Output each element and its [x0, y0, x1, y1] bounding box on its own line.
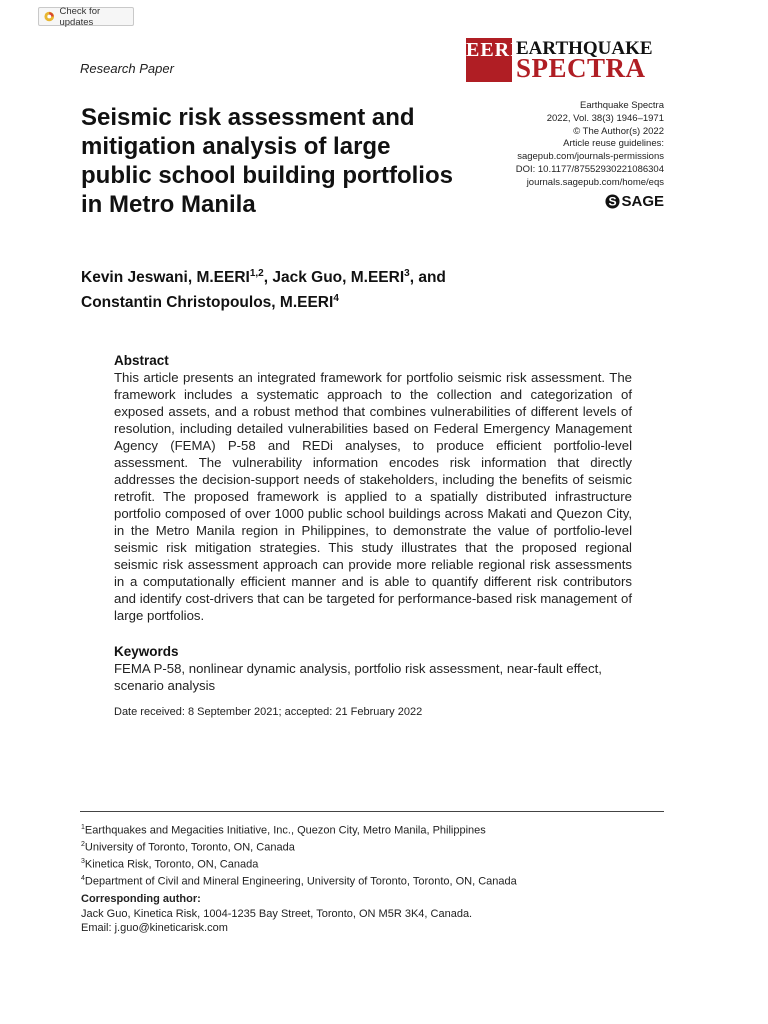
- sage-icon: [605, 194, 620, 209]
- corresponding-email[interactable]: Email: j.guo@kineticarisk.com: [81, 922, 228, 934]
- meta-volume: 2022, Vol. 38(3) 1946–1971: [546, 112, 664, 124]
- affiliation-number: 3: [81, 858, 85, 866]
- journal-metadata: [516, 100, 664, 190]
- eeri-mark: EERI: [466, 38, 512, 82]
- affiliation-item: [81, 855, 517, 872]
- affiliation-item: [81, 838, 517, 855]
- journal-logo: [466, 38, 666, 82]
- meta-copyright: © The Author(s) 2022: [573, 125, 664, 137]
- affiliation-text: University of Toronto, Toronto, ON, Canada: [84, 841, 295, 854]
- corresponding-author: [81, 892, 472, 936]
- sage-logo: [605, 193, 664, 210]
- abstract-heading: Abstract: [114, 353, 169, 368]
- affiliation-item: [81, 821, 517, 838]
- meta-reuse: Article reuse guidelines:: [563, 138, 664, 150]
- meta-permissions-link[interactable]: sagepub.com/journals-permissions: [517, 151, 664, 163]
- keywords-text: FEMA P-58, nonlinear dynamic analysis, portfolio risk assessment, near-fault effect, scenario analysis: [114, 661, 602, 693]
- meta-journal: Earthquake Spectra: [580, 100, 664, 111]
- affiliation-number: 2: [81, 841, 85, 849]
- author-list: [81, 263, 446, 313]
- affiliation-number: 4: [81, 875, 85, 883]
- check-updates-icon: [44, 11, 54, 22]
- keywords-section: [114, 643, 634, 694]
- sage-label: SAGE: [621, 193, 664, 210]
- author-3-affil: 4: [333, 293, 339, 305]
- affiliation-item: [81, 872, 517, 889]
- affiliation-text: Earthquakes and Megacities Initiative, Inc., Quezon City, Metro Manila, Philippines: [84, 824, 486, 837]
- logo-word-earthquake: EARTHQUAKE: [516, 38, 653, 59]
- affiliation-number: 1: [81, 824, 85, 831]
- check-for-updates-label: Check for updates: [59, 5, 101, 28]
- affiliation-text: Department of Civil and Mineral Engineering, University of Toronto, Toronto, ON, Canada: [84, 876, 517, 889]
- abstract-section: [114, 352, 632, 624]
- author-2[interactable]: , Jack Guo, M.EERI: [263, 269, 405, 287]
- meta-doi-link[interactable]: DOI: 10.1177/87552930221086304: [515, 163, 664, 175]
- affiliation-text: Kinetica Risk, Toronto, ON, Canada: [84, 858, 259, 871]
- received-dates: Date received: 8 September 2021; accepted: 21 February 2022: [114, 706, 423, 718]
- svg-text:S: S: [608, 194, 618, 209]
- check-for-updates-button[interactable]: [38, 7, 134, 26]
- corresponding-address: Jack Guo, Kinetica Risk, 1004-1235 Bay Street, Toronto, ON M5R 3K4, Canada.: [81, 907, 473, 920]
- footnote-divider: [80, 811, 664, 812]
- author-joiner: , and: [409, 269, 446, 287]
- paper-title: Seismic risk assessment and mitigation analysis of large public school building portfolios in Metro Manila: [81, 104, 453, 218]
- logo-word-spectra: SPECTRA: [516, 53, 646, 83]
- author-1[interactable]: Kevin Jeswani, M.EERI: [81, 269, 250, 287]
- affiliations: [81, 821, 517, 890]
- corresponding-heading: Corresponding author:: [81, 893, 201, 905]
- author-2-affil: 3: [404, 268, 410, 279]
- author-1-affil: 1,2: [249, 268, 264, 279]
- abstract-text: This article presents an integrated framework for portfolio seismic risk assessment. The framework includes a systematic approach to the collection and categorization of exposed assets, and a robust method that combines vulnerabilities of different levels of resolution, including detailed vulnerabilities based on Federal Emergency Management Agency (FEMA) P-58 and REDi analyses, to produce efficient portfolio-level assessment. The vulnerability information encodes risk information that directly addresses the decision-support needs of stakeholders, including the benefits of seismic retrofit. The proposed framework is applied to a spatially distributed infrastructure portfolio composed of over 1000 public school buildings across Makati and Quezon City, in the Metro Manila region in Philippines, to demonstrate the value of portfolio-level seismic risk mitigation strategies. This study illustrates that the proposed regional seismic risk assessment approach can provide more reliable regional risk assessments in a computationally efficient manner and is able to quantify different risk contributors and identify cost-drivers that can be targeted for performance-based risk management of large portfolios.: [114, 370, 632, 623]
- author-3[interactable]: Constantin Christopoulos, M.EERI: [81, 294, 334, 312]
- meta-home-link[interactable]: journals.sagepub.com/home/eqs: [526, 176, 664, 188]
- keywords-heading: Keywords: [114, 644, 179, 659]
- article-type: Research Paper: [80, 61, 174, 76]
